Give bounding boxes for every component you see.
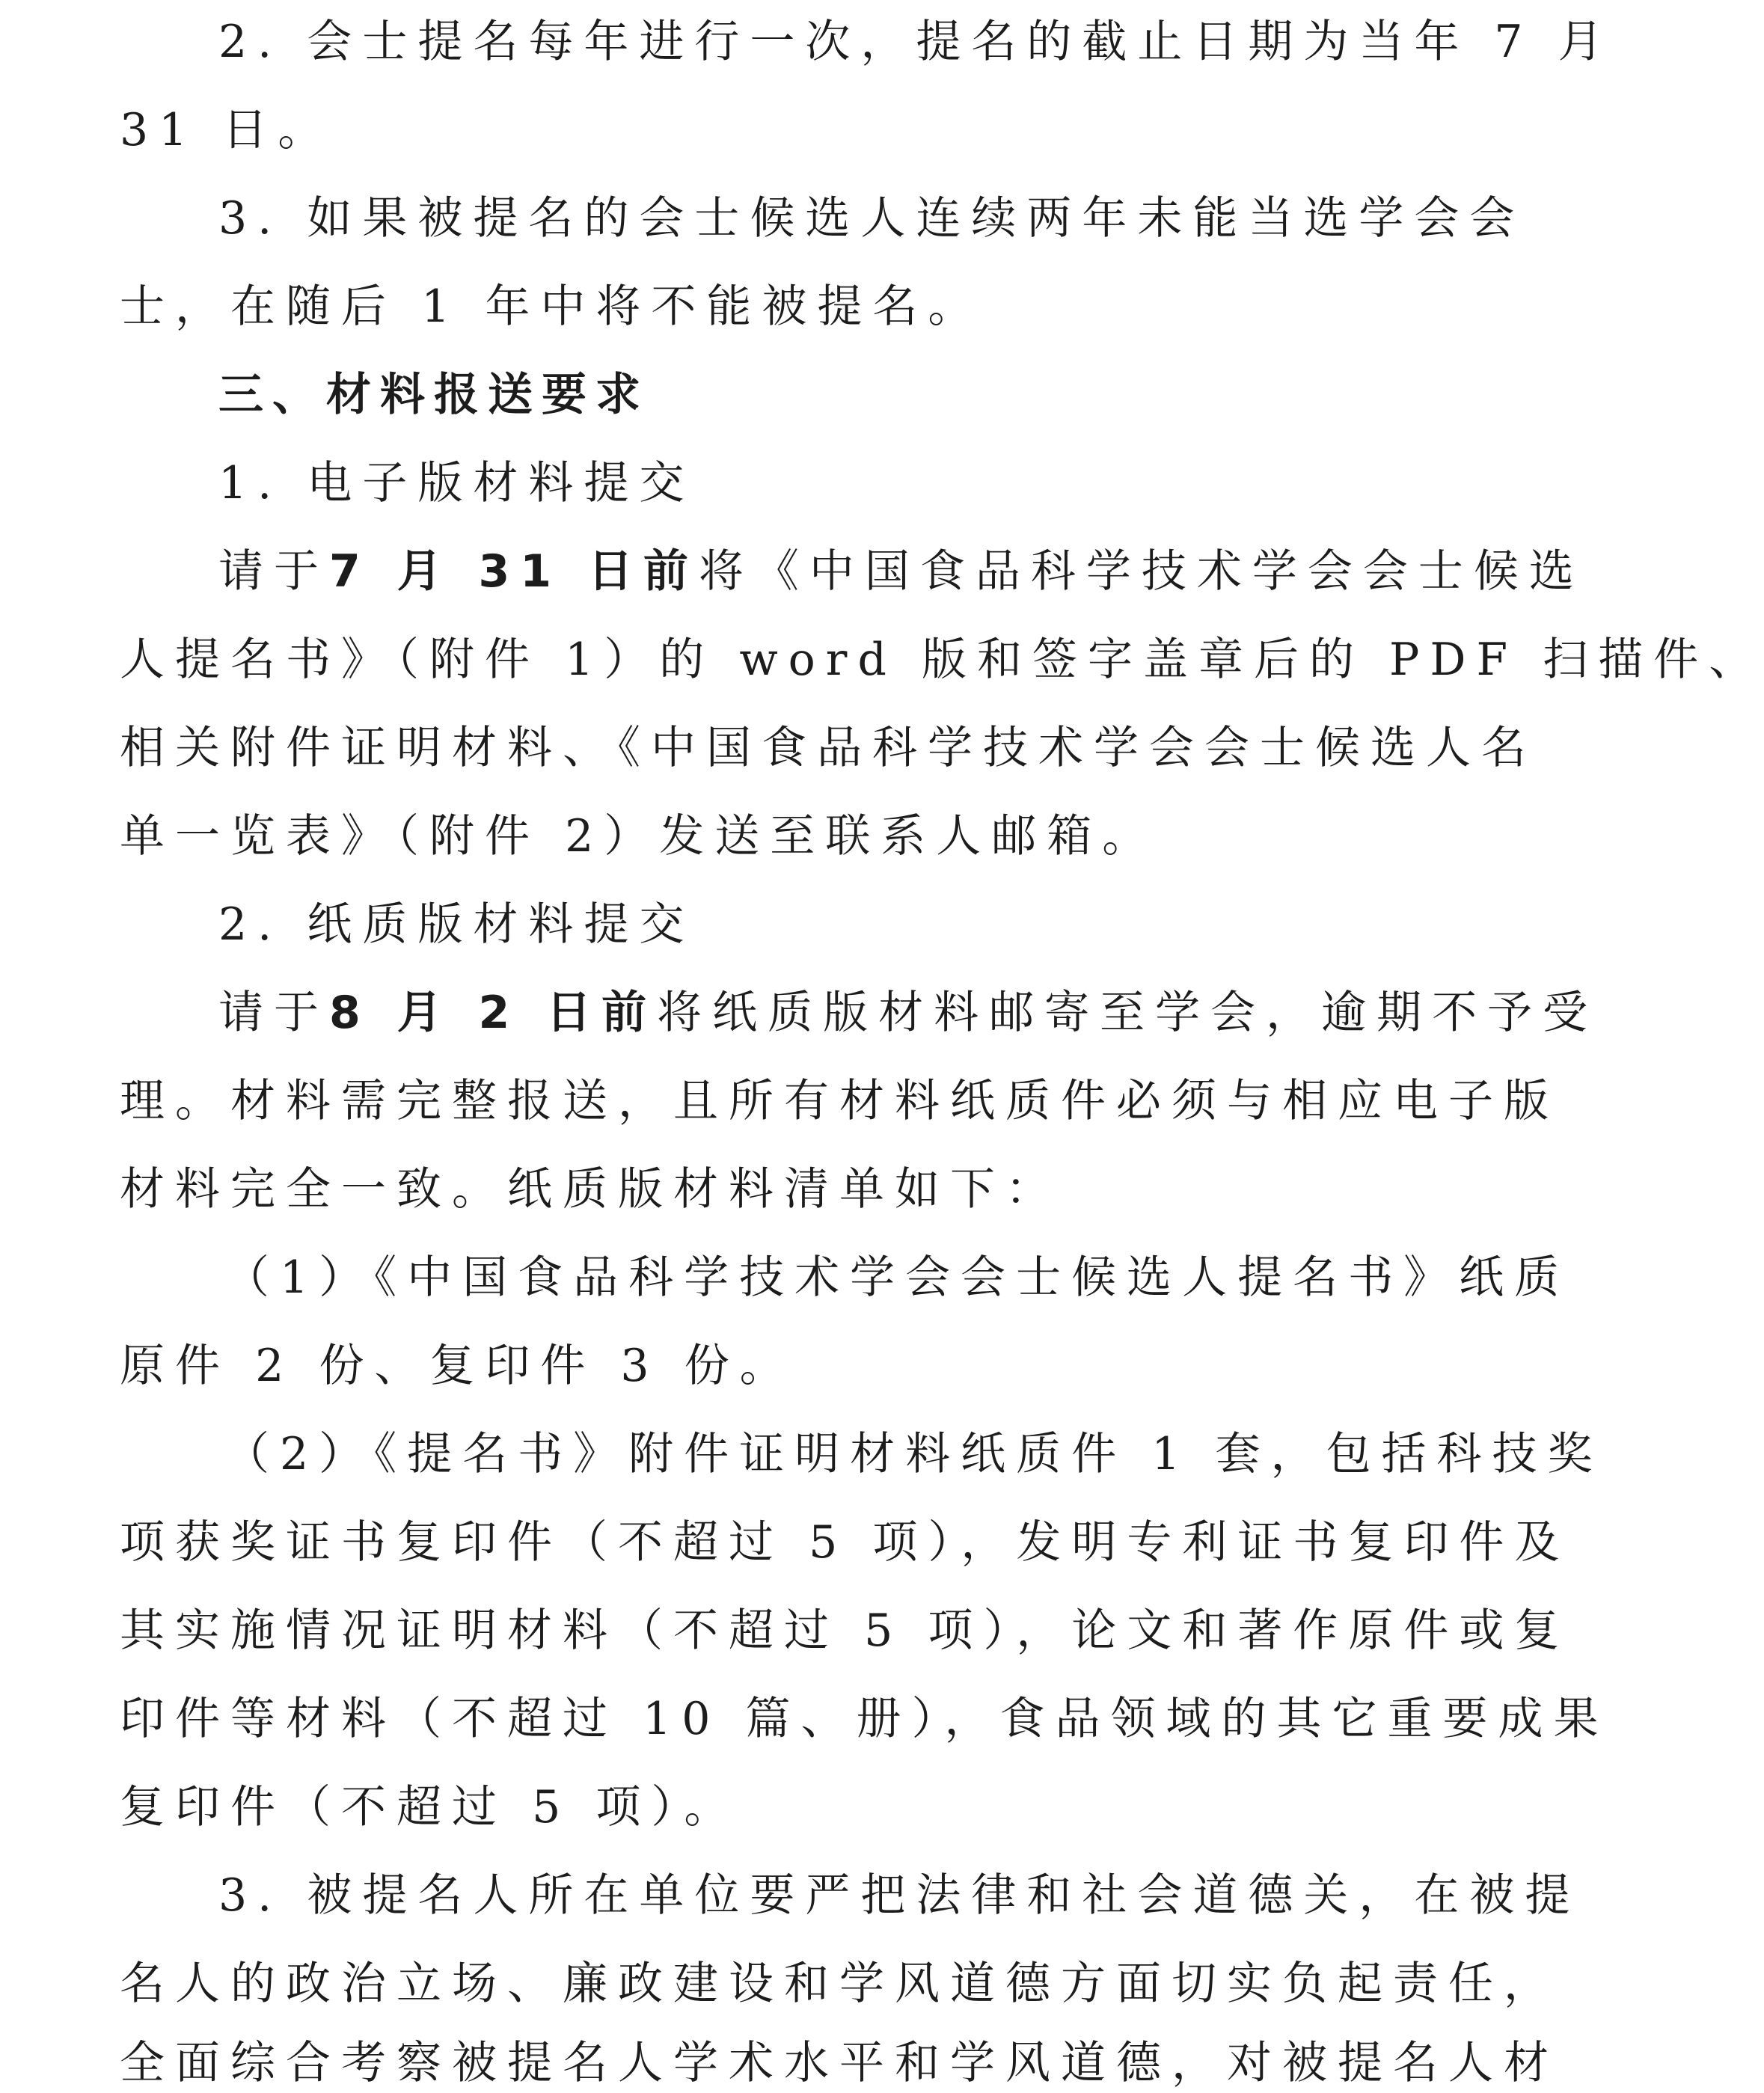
paragraph-line: 全面综合考察被提名人学术水平和学风道德，对被提名人材 [120, 2037, 1559, 2089]
list-item-line: （2）《提名书》附件证明材料纸质件 1 套，包括科技奖 [224, 1428, 1603, 1480]
subsection-heading: 1. 电子版材料提交 [218, 457, 695, 509]
list-item-line: 项获奖证书复印件（不超过 5 项），发明专利证书复印件及 [120, 1516, 1570, 1569]
paragraph-line [218, 542, 1584, 601]
deadline-date: 8 月 2 日前 [329, 987, 658, 1039]
section-heading: 三、材料报送要求 [218, 369, 649, 421]
paragraph-line: 3. 被提名人所在单位要严把法律和社会道德关，在被提 [218, 1869, 1581, 1922]
list-item-line: 复印件（不超过 5 项）。 [120, 1781, 740, 1833]
line-prefix: 请于 [218, 987, 329, 1039]
paragraph-line: 士，在随后 1 年中将不能被提名。 [120, 281, 984, 333]
paragraph-line: 理。材料需完整报送，且所有材料纸质件必须与相应电子版 [120, 1075, 1559, 1127]
paragraph-line: 材料完全一致。纸质版材料清单如下： [120, 1163, 1061, 1216]
list-item-line: 印件等材料（不超过 10 篇、册），食品领域的其它重要成果 [120, 1693, 1609, 1745]
subsection-heading: 2. 纸质版材料提交 [218, 898, 695, 951]
paragraph-line [218, 983, 1599, 1043]
paragraph-line: 3. 如果被提名的会士候选人连续两年未能当选学会会 [218, 192, 1525, 245]
deadline-date: 7 月 31 日前 [329, 545, 699, 598]
paragraph-line: 单一览表》（附件 2）发送至联系人邮箱。 [120, 810, 1158, 862]
line-suffix: 将《中国食品科学技术学会会士候选 [698, 545, 1584, 598]
line-prefix: 请于 [218, 545, 329, 598]
paragraph-line: 2. 会士提名每年进行一次，提名的截止日期为当年 7 月 [218, 16, 1614, 68]
paragraph-line: 人提名书》（附件 1）的 word 版和签字盖章后的 PDF 扫描件、 [120, 634, 1764, 686]
paragraph-line: 相关附件证明材料、《中国食品科学技术学会会士候选人名 [120, 722, 1537, 774]
paragraph-line: 31 日。 [120, 104, 334, 156]
list-item-line: 其实施情况证明材料（不超过 5 项），论文和著作原件或复 [120, 1605, 1570, 1657]
paragraph-line: 名人的政治立场、廉政建设和学风道德方面切实负起责任， [120, 1958, 1559, 2010]
list-item-line: 原件 2 份、复印件 3 份。 [120, 1340, 795, 1392]
line-suffix: 将纸质版材料邮寄至学会，逾期不予受 [657, 987, 1599, 1039]
list-item-line: （1）《中国食品科学技术学会会士候选人提名书》纸质 [224, 1251, 1570, 1304]
